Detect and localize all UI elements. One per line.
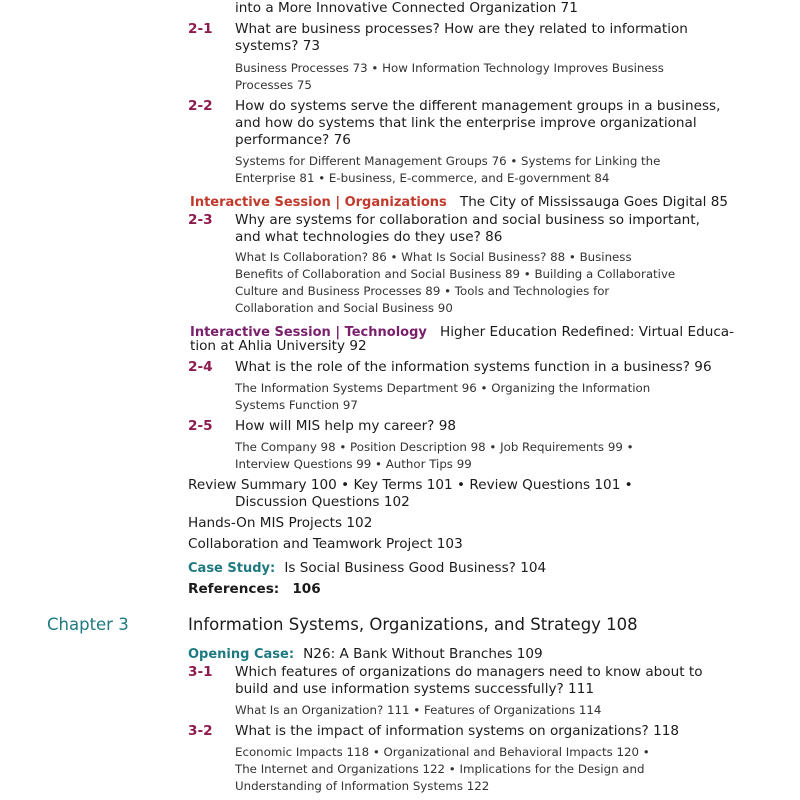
section-number: 3-2 [188,723,213,739]
section-question: Which features of organizations do managers need to know about to [235,664,703,680]
interactive-session-label: Interactive Session | Organizations [190,195,447,210]
section-topics: What Is an Organization? 111 • Features of Organizations 114 [235,703,602,717]
references-page: 106 [292,581,321,597]
section-question: How will MIS help my career? 98 [235,418,456,434]
section-question: What are business processes? How are they related to information [235,21,688,37]
case-study-title: Is Social Business Good Business? 104 [284,560,547,576]
section-topics: Collaboration and Social Business 90 [235,301,453,315]
section-topics: Understanding of Information Systems 122 [235,779,490,793]
collaboration-project: Collaboration and Teamwork Project 103 [188,536,463,552]
interactive-session-organizations [190,191,728,210]
section-number: 3-1 [188,664,213,680]
section-question: How do systems serve the different management groups in a business, [235,98,721,114]
section-number: 2-3 [188,212,213,228]
section-topics: Culture and Business Processes 89 • Tools and Technologies for [235,284,610,298]
chapter-title: Information Systems, Organizations, and Strategy 108 [188,615,638,634]
opening-case [188,643,543,662]
section-topics: Benefits of Collaboration and Social Business 89 • Building a Collaborative [235,267,676,281]
hands-on-projects: Hands-On MIS Projects 102 [188,515,373,531]
section-topics: Processes 75 [235,78,312,92]
section-question: and how do systems that link the enterprise improve organizational [235,115,697,131]
interactive-session-label: Interactive Session | Technology [190,325,427,340]
references-label: References: [188,581,280,597]
section-question: What is the role of the information systems function in a business? 96 [235,359,712,375]
section-question: What is the impact of information systems on organizations? 118 [235,723,680,739]
section-question: and what technologies do they use? 86 [235,229,503,245]
section-topics: The Information Systems Department 96 • Organizing the Information [235,381,651,395]
section-topics: What Is Collaboration? 86 • What Is Social Business? 88 • Business [235,250,632,264]
section-number: 2-1 [188,21,213,37]
section-number: 2-2 [188,98,213,114]
references [188,578,321,597]
intro-line: into a More Innovative Connected Organization 71 [235,0,578,16]
chapter-label: Chapter 3 [47,615,129,634]
section-topics: The Company 98 • Position Description 98 • Job Requirements 99 • [235,440,634,454]
section-topics: Business Processes 73 • How Information Technology Improves Business [235,61,664,75]
review-summary-cont: Discussion Questions 102 [235,494,410,510]
section-question: build and use information systems successfully? 111 [235,681,595,697]
interactive-session-title: The City of Mississauga Goes Digital 85 [459,194,729,210]
section-topics: Systems Function 97 [235,398,358,412]
section-topics: The Internet and Organizations 122 • Implications for the Design and [235,762,645,776]
section-question: Why are systems for collaboration and social business so important, [235,212,700,228]
section-topics: Enterprise 81 • E-business, E-commerce, and E-government 84 [235,171,610,185]
interactive-session-title: Higher Education Redefined: Virtual Educa- [439,324,735,340]
section-question: performance? 76 [235,132,351,148]
opening-case-title: N26: A Bank Without Branches 109 [303,646,543,662]
review-summary: Review Summary 100 • Key Terms 101 • Review Questions 101 • [188,477,633,493]
section-number: 2-4 [188,359,213,375]
opening-case-label: Opening Case: [188,647,295,662]
case-study [188,557,546,576]
case-study-label: Case Study: [188,561,276,576]
section-topics: Interview Questions 99 • Author Tips 99 [235,457,472,471]
section-topics: Systems for Different Management Groups 76 • Systems for Linking the [235,154,661,168]
interactive-session-title-cont: tion at Ahlia University 92 [190,338,367,354]
section-question: systems? 73 [235,38,321,54]
section-topics: Economic Impacts 118 • Organizational and Behavioral Impacts 120 • [235,745,650,759]
section-number: 2-5 [188,418,213,434]
